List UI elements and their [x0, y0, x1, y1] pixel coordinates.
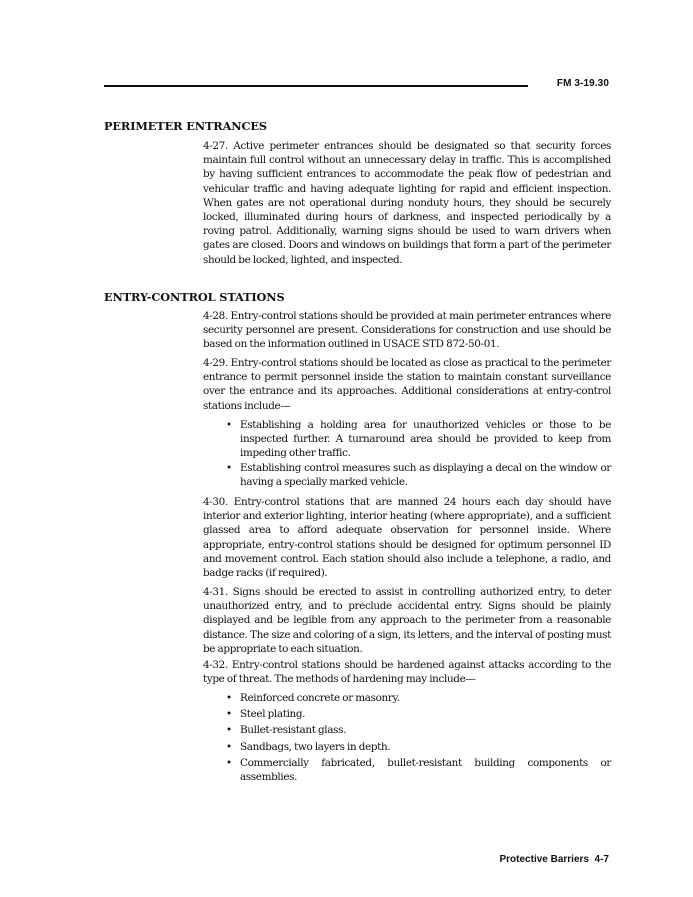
bullet-icon: • [226, 461, 232, 474]
list-item [203, 418, 611, 461]
header-rule [104, 85, 528, 87]
bullet-icon: • [226, 692, 232, 704]
section-title-entry-control-stations: ENTRY-CONTROL STATIONS [104, 290, 285, 304]
list-item-text: Establishing a holding area for unauthorized vehicles or those to be inspected further. A turnaround area should be provided to keep from impeding other traffic. [240, 419, 611, 460]
list-item [203, 756, 611, 784]
bullet-icon: • [226, 419, 232, 431]
list-item-text: Sandbags, two layers in depth. [240, 740, 391, 753]
paragraph-4-31: 4-31. Signs should be erected to assist in controlling authorized entry, to deter unauthorized entry, and to preclude accidental entry. Signs should be plainly displayed and be legible from any approach to the perimeter from a reasonable distance. The size and coloring of a sign, its letters, and the interval of posting must be appropriate to each situation. [203, 586, 611, 655]
list-item [203, 723, 611, 737]
list-item-text: Steel plating. [240, 708, 306, 721]
bullet-icon: • [226, 724, 232, 737]
list-item-text: Bullet-resistant glass. [240, 724, 347, 737]
list-item-text: Commercially fabricated, bullet-resistant building components or assemblies. [240, 756, 611, 784]
bullet-icon: • [226, 740, 232, 753]
paragraph-4-29: 4-29. Entry-control stations should be located as close as practical to the perimeter entrance to permit personnel inside the station to maintain constant surveillance over the entrance and its approaches. Additional considerations at entry-control stations include— [203, 357, 611, 412]
section-title-perimeter-entrances: PERIMETER ENTRANCES [104, 119, 267, 133]
list-item-text: Establishing control measures such as displaying a decal on the window or having a specially marked vehicle. [240, 461, 611, 488]
list-item [203, 707, 611, 721]
list-item [203, 691, 611, 705]
bullet-icon: • [226, 708, 232, 721]
paragraph-4-27: 4-27. Active perimeter entrances should be designated so that security forces maintain full control without an unnecessary delay in traffic. This is accomplished by having sufficient entrances to accommodate the peak flow of pedestrian and vehicular traffic and having adequate lighting for rapid and efficient inspection. When gates are not operational during nonduty hours, they should be securely locked, illuminated during hours of darkness, and inspected periodically by a roving patrol. Additionally, warning signs should be used to warn drivers when gates are closed. Doors and windows on buildings that form a part of the perimeter should be locked, lighted, and inspected. [203, 140, 611, 266]
paragraph-4-30: 4-30. Entry-control stations that are manned 24 hours each day should have interior and exterior lighting, interior heating (where appropriate), and a sufficient glassed area to afford adequate observation for personnel inside. Where appropriate, entry-control stations should be designed for optimum personnel ID and movement control. Each station should also include a telephone, a radio, and badge racks (if required). [203, 496, 611, 580]
list-item-text: Reinforced concrete or masonry. [240, 692, 400, 704]
bullet-list-considerations [203, 418, 611, 489]
list-item [203, 461, 611, 489]
bullet-icon: • [226, 756, 232, 769]
manual-code: FM 3-19.30 [556, 78, 609, 89]
page-footer: Protective Barriers 4-7 [499, 854, 609, 865]
list-item [203, 740, 611, 754]
bullet-list-hardening-methods [203, 691, 611, 784]
paragraph-4-32: 4-32. Entry-control stations should be hardened against attacks according to the type of threat. The methods of hardening may include— [203, 659, 611, 686]
paragraph-4-28: 4-28. Entry-control stations should be provided at main perimeter entrances where security personnel are present. Considerations for construction and use should be based on the information outlined in USACE STD 872-50-01. [203, 310, 611, 351]
